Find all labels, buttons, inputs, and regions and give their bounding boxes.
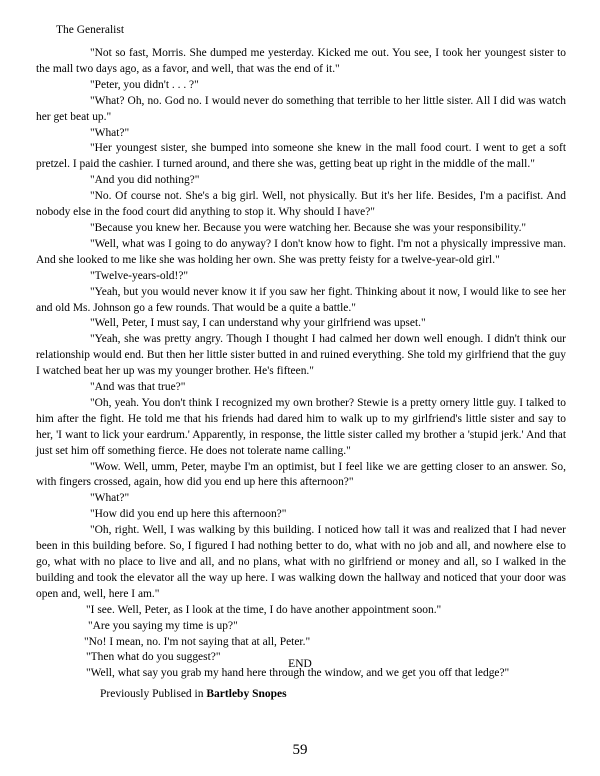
paragraph: "Twelve-years-old!?" <box>90 269 189 282</box>
paragraph: "What? Oh, no. God no. I would never do something that terrible to her little sister. All I did was watch her get beat up." <box>36 94 566 123</box>
paragraph: "No. Of course not. She's a big girl. Well, not physically. But it's her life. Besides, I'm a pacifist. And nobody else in the food court did anything to stop it. Why should I have?" <box>36 190 566 219</box>
paragraph: "No! I mean, no. I'm not saying that at all, Peter." <box>84 635 311 648</box>
paragraph: "Oh, yeah. You don't think I recognized my own brother? Stewie is a pretty ornery little guy. I talked to him after the fight. He told me that his friends had dared him to walk up to my girlfriend's little sister and say to her, 'I want to lick your eardrum.' Apparently, in response, the little sister called my brother a 'stupid jerk.' And that just set him off something fierce. He does not tolerate name calling." <box>36 396 566 457</box>
story-body <box>36 46 566 682</box>
publication-credit <box>100 688 287 700</box>
paragraph: "And you did nothing?" <box>90 174 200 187</box>
page-number: 59 <box>292 742 308 758</box>
paragraph: "I see. Well, Peter, as I look at the time, I do have another appointment soon." <box>86 603 442 616</box>
credit-prefix: Previously Publised in <box>100 688 207 700</box>
paragraph: "How did you end up here this afternoon?" <box>90 508 287 521</box>
paragraph: "Oh, right. Well, I was walking by this building. I noticed how tall it was and realized that I had never been in this building before. So, I figured I had nothing better to do, what with no job and all, and nowhere else to go, what with no place to live and all, and no plans, what with no girlfriend or money and all, so I walked in the building and took the elevator all the way up here. I was walking down the hallway and noticed that your door was open and, well, here I am." <box>36 524 566 600</box>
end-marker: END <box>288 658 312 670</box>
paragraph: "Wow. Well, umm, Peter, maybe I'm an optimist, but I feel like we are getting closer to an answer. So, with fingers crossed, again, how did you end up here this afternoon?" <box>36 460 566 489</box>
paragraph: "What?" <box>90 492 130 505</box>
paragraph: "Well, what was I going to do anyway? I don't know how to fight. I'm not a physically impressive man. And she looked to me like she was holding her own. She was pretty feisty for a twelve-year-old girl." <box>36 237 566 266</box>
paragraph: "Well, Peter, I must say, I can understand why your girlfriend was upset." <box>90 317 426 330</box>
paragraph: "Her youngest sister, she bumped into someone she knew in the mall food court. I went to get a soft pretzel. I paid the cashier. I turned around, and there she was, getting beat up right in the middle of the mall." <box>36 142 566 171</box>
paragraph: "Yeah, but you would never know it if you saw her fight. Thinking about it now, I would like to see her and old Ms. Johnson go a few rounds. That would be a quite a battle." <box>36 285 566 314</box>
running-header: The Generalist <box>56 24 125 36</box>
paragraph: "Yeah, she was pretty angry. Though I thought I had calmed her down well enough. I didn't think our relationship would end. But then her little sister butted in and ruined everything. She told my girlfriend that the guy I watched beat her up was my younger brother. He's fifteen." <box>36 333 566 378</box>
paragraph: "Are you saying my time is up?" <box>88 619 238 632</box>
publication-name: Bartleby Snopes <box>206 688 287 700</box>
paragraph: "What?" <box>90 126 130 139</box>
paragraph: "Then what do you suggest?" <box>86 651 221 664</box>
paragraph: "Well, what say you grab my hand here through the window, and we get you off that ledge?" <box>86 667 510 680</box>
paragraph: "Because you knew her. Because you were watching her. Because she was your responsibility." <box>90 221 527 234</box>
paragraph: "Not so fast, Morris. She dumped me yesterday. Kicked me out. You see, I took her youngest sister to the mall two days ago, as a favor, and well, that was the end of it." <box>36 47 566 75</box>
paragraph: "Peter, you didn't . . . ?" <box>90 78 199 91</box>
paragraph: "And was that true?" <box>90 381 186 394</box>
